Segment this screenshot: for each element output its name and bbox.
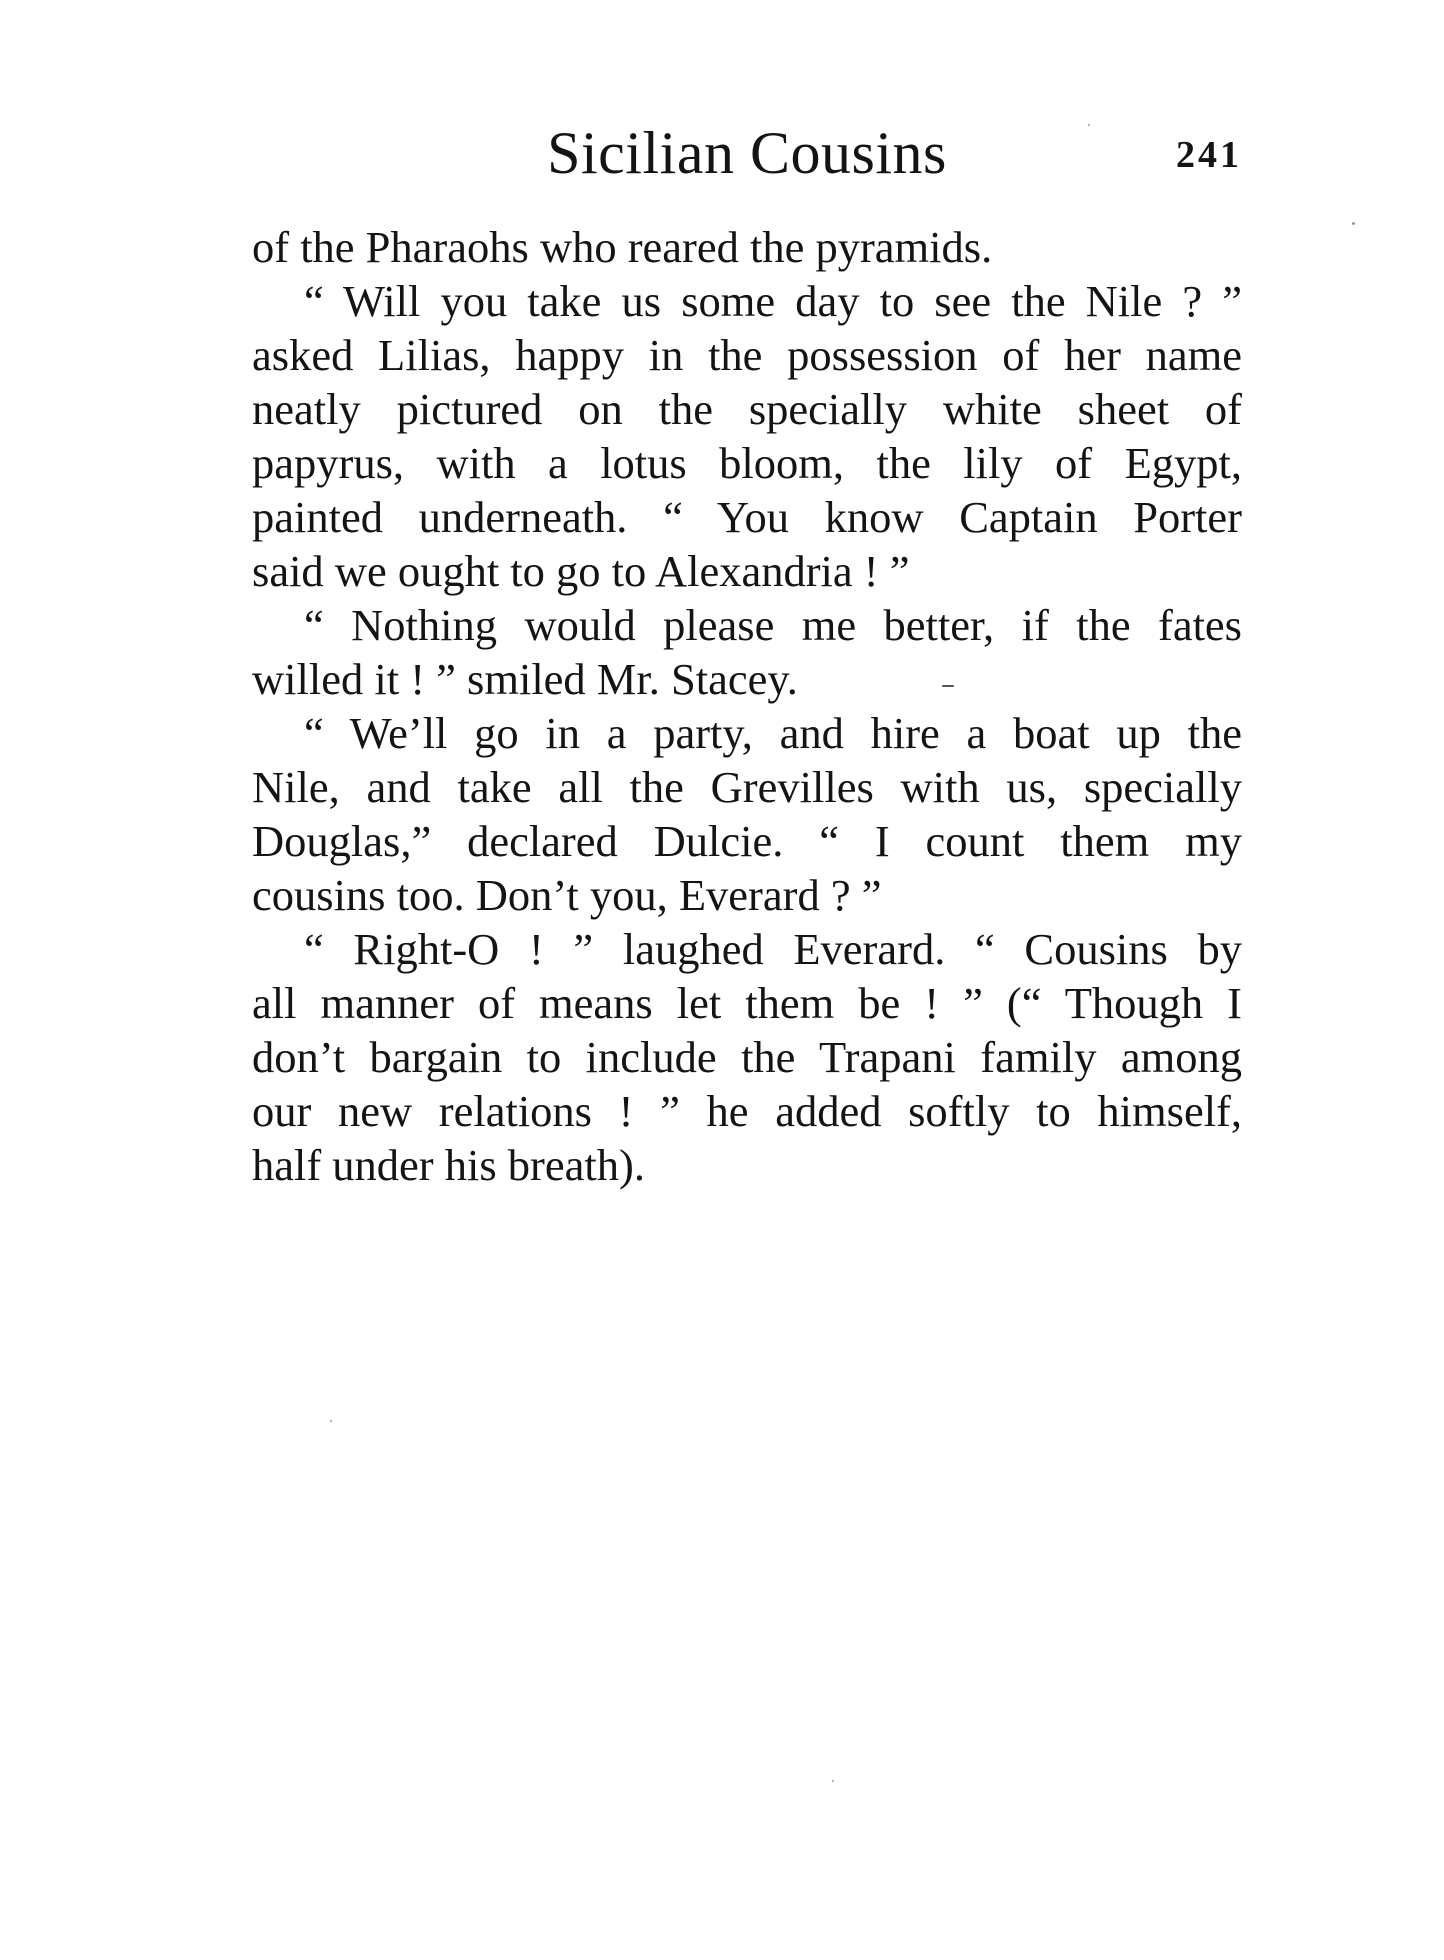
text-line: all manner of means let them be ! ” (“ Though I: [252, 978, 1242, 1028]
text-line: “ Nothing would please me better, if the fates: [304, 600, 1242, 650]
paragraph: [252, 598, 1242, 706]
text-line: said we ought to go to Alexandria ! ”: [252, 546, 910, 596]
text-line: asked Lilias, happy in the possession of her name: [252, 330, 1242, 380]
text-line: painted underneath. “ You know Captain Porter: [252, 492, 1242, 542]
text-line: “ We’ll go in a party, and hire a boat up the: [304, 708, 1242, 758]
scan-speck: [832, 1780, 834, 1782]
paragraph: [252, 274, 1242, 598]
text-line: Douglas,” declared Dulcie. “ I count them my: [252, 816, 1242, 866]
paragraph: [252, 706, 1242, 922]
scan-speck: [1088, 124, 1090, 126]
body-text: [252, 220, 1242, 1192]
text-line: Nile, and take all the Grevilles with us, specially: [252, 762, 1242, 812]
text-line: cousins too. Don’t you, Everard ? ”: [252, 870, 882, 920]
text-line: of the Pharaohs who reared the pyramids.: [252, 222, 993, 272]
text-line: our new relations ! ” he added softly to himself,: [252, 1086, 1242, 1136]
scan-speck: [1352, 222, 1355, 225]
text-line: papyrus, with a lotus bloom, the lily of Egypt,: [252, 438, 1242, 488]
text-line: “ Right-O ! ” laughed Everard. “ Cousins by: [304, 924, 1242, 974]
text-line: half under his breath).: [252, 1140, 645, 1190]
running-head: [252, 118, 1242, 198]
scan-speck: [330, 1420, 332, 1422]
scan-speck: [942, 685, 954, 687]
paragraph: [252, 922, 1242, 1192]
page-number: 241: [1176, 134, 1242, 176]
text-line: neatly pictured on the specially white sheet of: [252, 384, 1242, 434]
paragraph: [252, 220, 1242, 274]
text-line: willed it ! ” smiled Mr. Stacey.: [252, 654, 798, 704]
text-line: don’t bargain to include the Trapani family among: [252, 1032, 1242, 1082]
text-line: “ Will you take us some day to see the Nile ? ”: [304, 276, 1242, 326]
running-title: Sicilian Cousins: [547, 120, 947, 186]
